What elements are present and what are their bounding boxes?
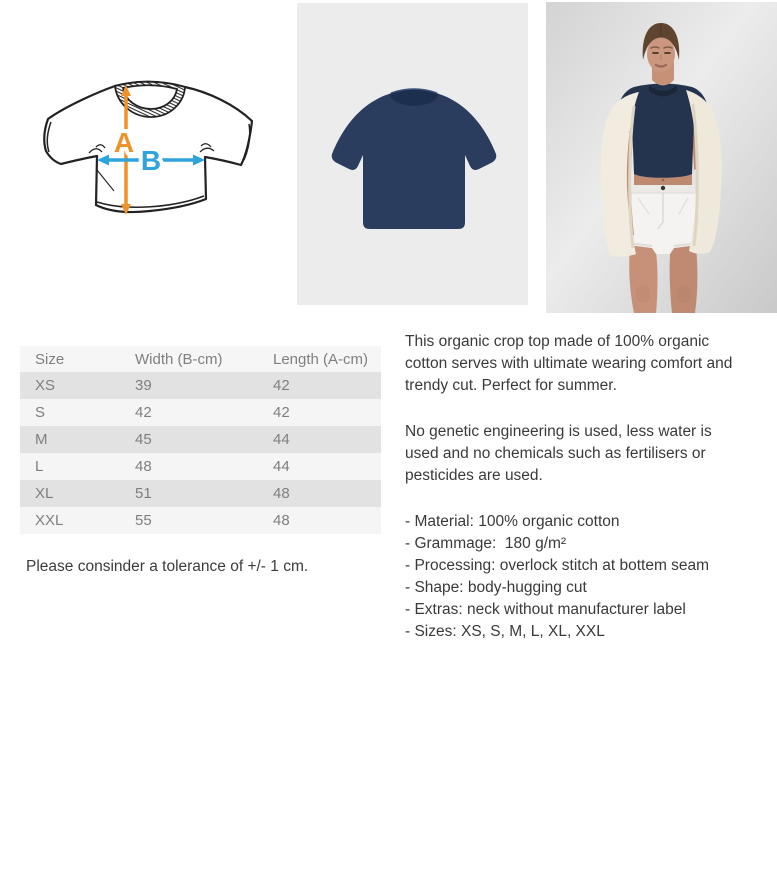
size-cell: XL bbox=[35, 485, 54, 502]
navy-crop-top-flat bbox=[297, 3, 528, 305]
shorts-button bbox=[661, 186, 665, 190]
size-diagram-image bbox=[0, 0, 290, 310]
description-paragraph-1: This organic crop top made of 100% organic cotton serves with ultimate wearing comfort and trendy cut. Perfect for summer. bbox=[405, 333, 733, 394]
width-cell: 45 bbox=[135, 431, 152, 448]
size-table-header-row bbox=[20, 346, 381, 372]
col-header-length: Length (A-cm) bbox=[273, 350, 369, 368]
width-cell: 48 bbox=[135, 458, 152, 475]
detail-sizes: - Sizes: XS, S, M, L, XL, XXL bbox=[405, 623, 605, 640]
width-cell: 55 bbox=[135, 512, 152, 529]
length-cell: 48 bbox=[273, 485, 290, 502]
table-row-xs bbox=[20, 372, 381, 399]
width-cell: 39 bbox=[135, 377, 152, 394]
product-description bbox=[405, 331, 745, 643]
width-label: B bbox=[140, 145, 162, 176]
col-header-width: Width (B-cm) bbox=[135, 350, 223, 368]
detail-material: - Material: 100% organic cotton bbox=[405, 513, 620, 530]
table-row-l bbox=[20, 453, 381, 480]
length-cell: 42 bbox=[273, 377, 290, 394]
detail-extras: - Extras: neck without manufacturer label bbox=[405, 601, 686, 618]
length-cell: 44 bbox=[273, 431, 290, 448]
width-cell: 51 bbox=[135, 485, 152, 502]
length-cell: 42 bbox=[273, 404, 290, 421]
product-model-image bbox=[546, 2, 777, 313]
size-cell: M bbox=[35, 431, 48, 448]
width-cell: 42 bbox=[135, 404, 152, 421]
table-row-xxl bbox=[20, 507, 381, 534]
table-row-m bbox=[20, 426, 381, 453]
detail-grammage: - Grammage: 180 g/m² bbox=[405, 535, 567, 552]
size-cell: L bbox=[35, 458, 44, 475]
length-cell: 48 bbox=[273, 512, 290, 529]
size-cell: XXL bbox=[35, 512, 64, 529]
size-table bbox=[20, 346, 381, 534]
col-header-size: Size bbox=[35, 350, 65, 368]
length-cell: 44 bbox=[273, 458, 290, 475]
description-paragraph-2: No genetic engineering is used, less water is used and no chemicals such as fertilisers or pesticides are used. bbox=[405, 423, 712, 484]
detail-shape: - Shape: body-hugging cut bbox=[405, 579, 587, 596]
size-cell: S bbox=[35, 404, 46, 421]
model-wearing-crop-top bbox=[546, 2, 777, 313]
table-row-s bbox=[20, 399, 381, 426]
size-cell: XS bbox=[35, 377, 56, 394]
detail-processing: - Processing: overlock stitch at bottem seam bbox=[405, 557, 710, 574]
tolerance-note: Please consinder a tolerance of +/- 1 cm. bbox=[26, 558, 309, 575]
product-flat-image bbox=[297, 3, 528, 305]
crop-top-line-drawing bbox=[0, 0, 290, 310]
length-label: A bbox=[113, 127, 135, 158]
table-row-xl bbox=[20, 480, 381, 507]
